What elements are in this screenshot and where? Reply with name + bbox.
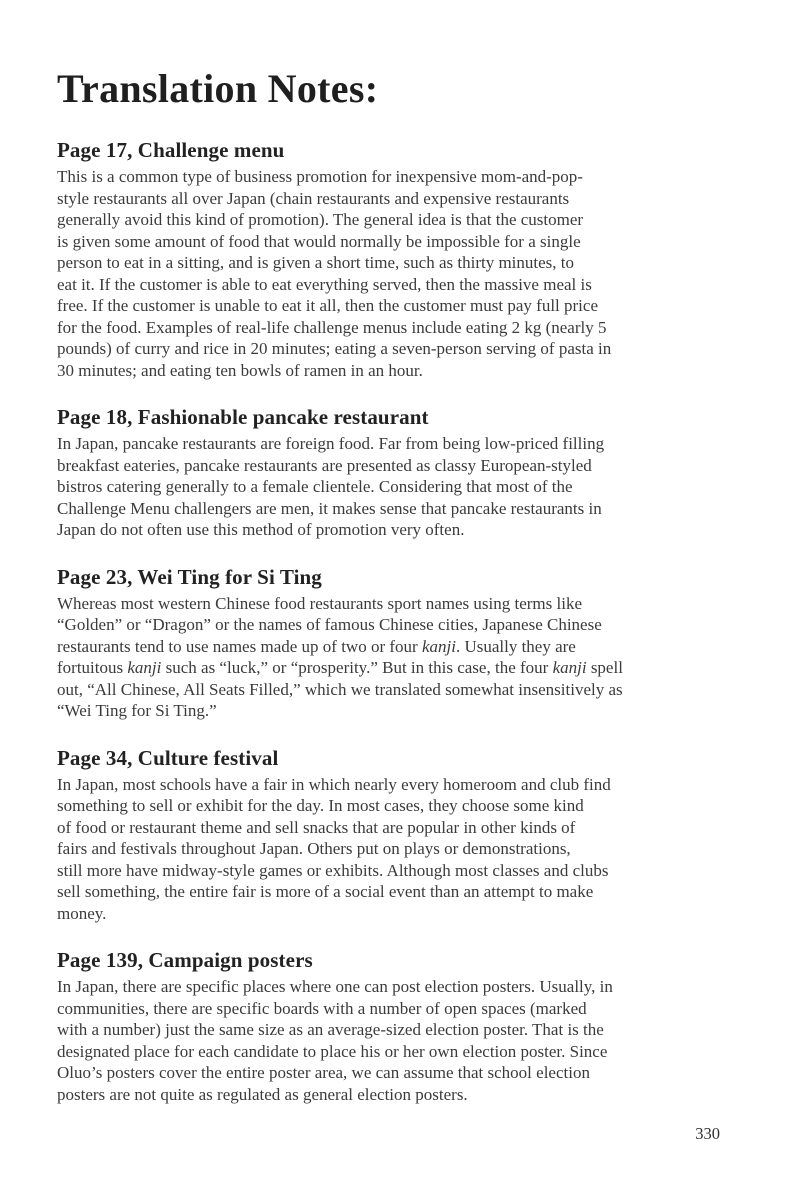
translation-note-section [57, 948, 733, 1105]
text-line: free. If the customer is unable to eat it all, then the customer must pay full price [57, 296, 598, 315]
text-line: bistros catering generally to a female clientele. Considering that most of the [57, 477, 573, 496]
text-line: In Japan, most schools have a fair in which nearly every homeroom and club find [57, 774, 611, 794]
text-line: sell something, the entire fair is more of a social event than an attempt to make [57, 882, 594, 901]
section-heading: Page 18, Fashionable pancake restaurant [57, 405, 429, 429]
text-line: posters are not quite as regulated as general election posters. [57, 1084, 468, 1104]
section-heading: Page 139, Campaign posters [57, 948, 313, 972]
text-line: In Japan, there are specific places where one can post election posters. Usually, in [57, 977, 613, 996]
text-line: communities, there are specific boards with a number of open spaces (marked [57, 998, 587, 1018]
page-number: 330 [695, 1124, 720, 1143]
page-title: Translation Notes: [57, 66, 379, 111]
text-line: pounds) of curry and rice in 20 minutes; eating a seven-person serving of pasta in [57, 339, 612, 358]
text-line: This is a common type of business promotion for inexpensive mom-and-pop- [57, 167, 583, 186]
text-line: person to eat in a sitting, and is given a short time, such as thirty minutes, to [57, 253, 575, 272]
text-line: fairs and festivals throughout Japan. Others put on plays or demonstrations, [57, 839, 571, 858]
text-line: Whereas most western Chinese food restaurants sport names using terms like [57, 593, 582, 613]
text-line: money. [57, 903, 107, 923]
text-line: style restaurants all over Japan (chain restaurants and expensive restaurants [57, 188, 570, 208]
text-line: out, “All Chinese, All Seats Filled,” which we translated somewhat insensitively as [57, 679, 623, 699]
text-line: fortuitous kanji such as “luck,” or “prosperity.” But in this case, the four kanji spell [57, 658, 623, 677]
section-heading: Page 34, Culture festival [57, 745, 279, 770]
text-line: designated place for each candidate to place his or her own election poster. Since [57, 1041, 608, 1061]
section-heading: Page 17, Challenge menu [57, 138, 285, 162]
translation-note-section [57, 138, 733, 381]
text-line: Japan do not often use this method of promotion very often. [57, 520, 465, 539]
text-line: “Wei Ting for Si Ting.” [57, 701, 217, 720]
translation-notes-sections [57, 138, 733, 1105]
text-line: breakfast eateries, pancake restaurants are presented as classy European-styled [57, 455, 592, 475]
text-line: “Golden” or “Dragon” or the names of famous Chinese cities, Japanese Chinese [57, 615, 602, 634]
text-line: 30 minutes; and eating ten bowls of ramen in an hour. [57, 360, 423, 380]
translation-note-section [57, 405, 733, 541]
text-line: In Japan, pancake restaurants are foreign food. Far from being low-priced filling [57, 434, 605, 453]
text-line: generally avoid this kind of promotion). The general idea is that the customer [57, 210, 584, 229]
translation-note-section [57, 746, 733, 925]
text-line: still more have midway-style games or exhibits. Although most classes and clubs [57, 860, 609, 880]
translation-note-section [57, 565, 733, 722]
section-heading: Page 23, Wei Ting for Si Ting [57, 564, 322, 589]
page-content [57, 66, 733, 1105]
text-line: Challenge Menu challengers are men, it makes sense that pancake restaurants in [57, 498, 602, 518]
text-line: restaurants tend to use names made up of two or four kanji. Usually they are [57, 636, 576, 656]
text-line: eat it. If the customer is able to eat everything served, then the massive meal is [57, 274, 592, 294]
text-line: with a number) just the same size as an average-sized election poster. That is the [57, 1020, 604, 1039]
text-line: of food or restaurant theme and sell snacks that are popular in other kinds of [57, 817, 576, 837]
text-line: for the food. Examples of real-life challenge menus include eating 2 kg (nearly 5 [57, 317, 607, 337]
text-line: is given some amount of food that would normally be impossible for a single [57, 231, 581, 251]
text-line: Oluo’s posters cover the entire poster area, we can assume that school election [57, 1063, 590, 1082]
text-line: something to sell or exhibit for the day. In most cases, they choose some kind [57, 796, 584, 815]
